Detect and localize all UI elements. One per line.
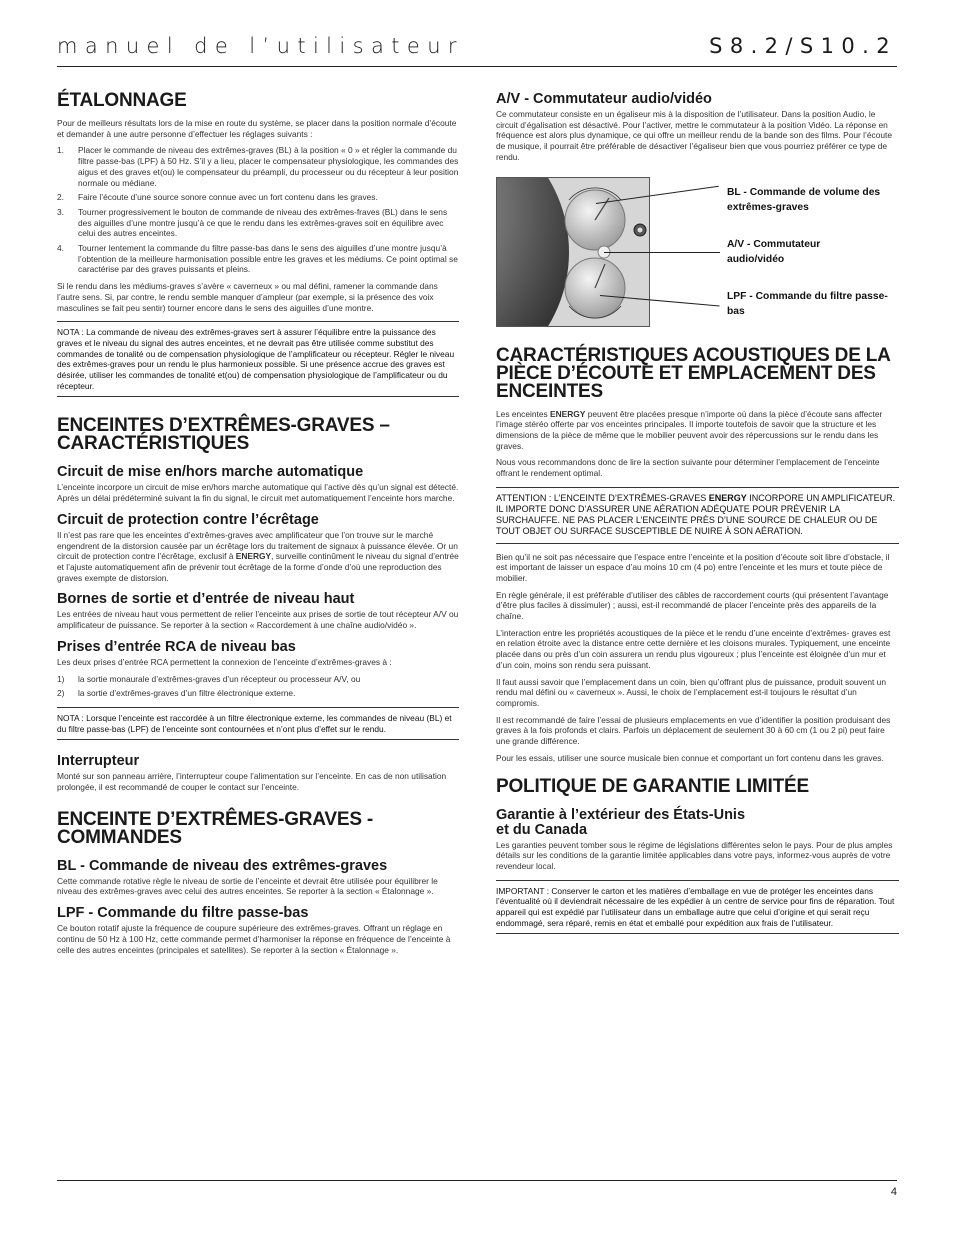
acoustique-paragraph-4: En règle générale, il est préférable d’utiliser des câbles de raccordement courts (qui présentent l’avantage d’être plus faciles à dissimuler) ; aussi, est-il recommandé de placer l’enceinte près des appareils de la chaîne. — [496, 589, 889, 622]
list-item: 4. Tourner lentement la commande du filtre passe-bas dans le sens des aiguilles d’une montre jusqu’à l’obtention de la meilleure harmonisation possible entre les graves et les médiums. Ce point optimal se caractérise par des graves puissants et pleins. — [57, 243, 458, 275]
lpf-text: Ce bouton rotatif ajuste la fréquence de coupure supérieure des extrêmes-graves. Offrant un réglage en continu de 50 Hz à 100 Hz, cette commande permet d’harmoniser la réponse en fréquence de l’enceinte à celle des autres enceintes (principales et satellites). Se reporter à la section « Étalonnage ». — [57, 923, 451, 955]
bl-text: Cette commande rotative règle le niveau de sortie de l’enceinte et devrait être utilisée pour équilibrer le niveau des extrêmes-graves avec celui des autres enceintes. Se reporter à la section « Étalonnage ». — [57, 875, 438, 897]
page-header — [57, 32, 897, 67]
garantie-text: Les garanties peuvent tomber sous le régime de législations différentes selon le pays. Pour de plus amples détails sur les conditions de la garantie limitée applicables dans votre pays, informez-vous auprès de votre revendeur local. — [496, 839, 893, 871]
clipping-title: Circuit de protection contre l’écrêtage — [57, 511, 319, 528]
brand-name: ENERGY — [235, 551, 272, 562]
auto-onoff-title: Circuit de mise en/hors marche automatique — [57, 464, 364, 481]
brand-name: ENERGY — [708, 492, 747, 503]
caracteristiques-title: ENCEINTES D’EXTRÊMES-GRAVES – CARACTÉRISTIQUES — [57, 415, 390, 455]
list-item: 2. Faire l’écoute d’une source sonore connue avec un fort contenu dans les graves. — [57, 192, 378, 203]
av-text: Ce commutateur consiste en un égaliseur mis à la disposition de l’utilisateur. Dans la position Audio, le circuit d’égalisation est désactivé. Pour l’activer, mettre le commutateur à la position Vidéo. La réponse en fréquence est alors plus dynamique, ce qui offre un meilleur rendu de la bande son des films. Pour l’écoute de musique, il pourrait être préférable de désactiver l’égaliseur bien que vous pourriez préférer ce type de rendu. — [496, 109, 893, 162]
etalonnage-title: ÉTALONNAGE — [57, 90, 187, 111]
rca-text: Les deux prises d’entrée RCA permettent la connexion de l’enceinte d’extrêmes-graves à : — [57, 656, 392, 667]
lpf-title: LPF - Commande du filtre passe-bas — [57, 905, 309, 922]
acoustique-title: CARACTÉRISTIQUES ACOUSTIQUES DE LA PIÈCE D’ÉCOUTE ET EMPLACEMENT DES ENCEINTES — [496, 344, 890, 402]
acoustique-paragraph-7: Il est recommandé de faire l’essai de plusieurs emplacements en vue d’identifier la position produisant des graves à la fois profonds et clairs. Parfois un déplacement de seulement 30 à 60 cm (1 ou 2 pi) peut faire une grande différence. — [496, 714, 891, 747]
list-item: 3. Tourner progressivement le bouton de commande de niveau des extrêmes-fraves (BL) dans le sens des aiguilles d’une montre jusqu’à ce que le rendu dans les extrêmes-graves soit en équilibre avec celui des autres enceintes. — [57, 206, 448, 239]
interrupteur-text: Monté sur son panneau arrière, l’interrupteur coupe l’alimentation sur l’enceinte. En cas de non utilisation prolongée, il est recommandé de couper le contact sur l’enceinte. — [57, 771, 447, 793]
commandes-title: ENCEINTE D’EXTRÊMES-GRAVES - COMMANDES — [57, 808, 374, 848]
important-note — [496, 880, 899, 935]
brand-name: ENERGY — [550, 408, 586, 419]
av-title: A/V - Commutateur audio/vidéo — [496, 91, 712, 107]
etalonnage-note — [57, 321, 459, 397]
attention-text: ATTENTION : L’ENCEINTE D’EXTRÊMES-GRAVES ENERGY INCORPORE UN AMPLIFICATEUR. IL IMPORTE DONC D’ASSURER UNE AÉRATION ADÉQUATE POUR PRÉVENIR LA SURCHAUFFE. NE PAS PLACER L’ENCEINTE PRÈS D’UNE SOURCE DE CHALEUR OU DE TOUT OBJET OU SURFACE SUSCEPTIBLE DE NUIRE À SON AÉRATION. — [496, 492, 896, 537]
list-item: 1) la sortie monaurale d’extrêmes-graves d’un récepteur ou processeur A/V, ou — [57, 673, 361, 684]
section-garantie — [496, 775, 899, 935]
acoustique-paragraph-3: Bien qu’il ne soit pas nécessaire que l’espace entre l’enceinte et la position d’écoute soit libre d’obstacle, il est important de laisser un espace d’au moins 10 cm (4 po) entre l’enceinte et les murs et toute pièce de mobilier. — [496, 551, 890, 583]
etalonnage-intro: Pour de meilleurs résultats lors de la mise en route du système, se placer dans la position normale d’écoute et demander à une autre personne d’effectuer les réglages suivants : — [57, 118, 457, 139]
high-level-text: Les entrées de niveau haut vous permettent de relier l’enceinte aux prises de sortie de tout récepteur A/V ou amplificateur de puissance. Se reporter à la section « Raccordement à une chaîne audio/vidéo ». — [57, 609, 459, 631]
important-text: IMPORTANT : Conserver le carton et les matières d’emballage en vue de protéger les enceintes dans l’éventualité où il deviendrait nécessaire de les expédier à un centre de service pour fins de réparation. Tout appareil qui est expédié par l’utilisateur dans un emballage autre que celui d’origine et qui serait reçu endommagé, sera réparé, remis en état et emballé pour expédition aux frais de l’utilisateur. — [496, 885, 895, 928]
acoustique-paragraph-8: Pour les essais, utiliser une source musicale bien connue et comportant un fort contenu dans les graves. — [496, 752, 884, 763]
clipping-text: Il n’est pas rare que les enceintes d’extrêmes-graves avec amplificateur que l’on trouve sur le marché engendrent de la distorsion causée par un écrêtage lors du traitement de signaux à puissance élevée. Or un circuit de protection contre l’écrêtage, exclusif à ENERGY, surveille continûment le niveau du signal d’entrée et l’ajuste automatiquement afin de prévenir tout écrêtage de la forme d’onde d’où une reproduction des graves exempte de distorsion. — [57, 529, 459, 583]
enclosure-shape — [497, 178, 569, 326]
attention-note — [496, 487, 899, 544]
section-commandes — [57, 808, 459, 956]
acoustique-paragraph-1: Les enceintes ENERGY peuvent être placées presque n’importe où dans la pièce d’écoute sans affecter l’image stéréo offerte par vos enceintes principales. Il importe toutefois de savoir que la structure et les dimensions de la pièce de même que le mobilier peuvent avoir des répercussions sur le rendu dans les graves. — [496, 408, 883, 451]
left-column — [57, 92, 459, 961]
acoustique-paragraph-2: Nous vous recommandons donc de lire la section suivante pour déterminer l’emplacement de l’enceinte offrant le rendement optimal. — [496, 457, 880, 479]
lpf-caption: LPF - Commande du filtre passe-bas — [727, 290, 888, 317]
high-level-title: Bornes de sortie et d’entrée de niveau haut — [57, 591, 355, 608]
acoustique-paragraph-5: L’interaction entre les propriétés acoustiques de la pièce et le rendu d’une enceinte d’extrêmes- graves est en relation étroite avec la distance entre cette dernière et les cloisons murales. Typiquement, une enceinte placée dans ou près d’un coin assurera un rendu plus vigoureux ; plus l’enceinte est éloignée d’un mur et d’un coin, moins son rendu sera puissant. — [496, 627, 891, 670]
section-etalonnage — [57, 92, 459, 397]
list-item: 2) la sortie d’extrêmes-graves d’un filtre électronique externe. — [57, 688, 296, 699]
control-panel-figure — [496, 177, 899, 327]
rca-list — [57, 674, 459, 699]
bl-title: BL - Commande de niveau des extrêmes-graves — [57, 857, 388, 874]
garantie-subtitle: Garantie à l’extérieur des États-Unis et du Canada — [496, 806, 746, 838]
section-caracteristiques — [57, 417, 459, 792]
av-caption: A/V - Commutateur audio/vidéo — [727, 238, 821, 265]
note-text: NOTA : Lorsque l’enceinte est raccordée à un filtre électronique externe, les commandes de niveau (BL) et du filtre passe-bas (LPF) de l’enceinte sont contournées et n’ont plus d’effet sur le rendu. — [57, 712, 452, 734]
auto-onoff-text: L’enceinte incorpore un circuit de mise en/hors marche automatique qui l’active dès qu’un signal est détecté. Après un délai prédéterminé suivant la fin du signal, le circuit met automatiquement l’enceinte hors marche. — [57, 482, 459, 504]
right-column — [496, 92, 899, 934]
rca-title: Prises d’entrée RCA de niveau bas — [57, 638, 296, 655]
bl-caption: BL - Commande de volume des extrêmes-graves — [727, 186, 881, 213]
page-number: 4 — [890, 1186, 897, 1198]
header-model-name: S8.2/S10.2 — [709, 34, 897, 58]
rca-note — [57, 707, 459, 740]
acoustique-paragraph-6: Il faut aussi savoir que l’emplacement dans un coin, bien qu’offrant plus de puissance, produit souvent un rendu mal défini ou « caverneux ». Aussi, le choix de l’emplacement est-il toujours le résultat d’un compromis. — [496, 676, 886, 708]
section-av-switch — [496, 92, 899, 163]
etalonnage-paragraph: Si le rendu dans les médiums-graves s’avère « caverneux » ou mal défini, ramener la commande dans l’autre sens. Si, par contre, le rendu semble manquer d’ampleur (par exemple, si la présence des voix masculines se fait peu sentir) tourner encore dans le sens des aiguilles d’une montre. — [57, 281, 438, 313]
av-leader-line — [604, 252, 720, 253]
garantie-title: POLITIQUE DE GARANTIE LIMITÉE — [496, 775, 809, 797]
etalonnage-steps — [57, 145, 459, 275]
note-text: NOTA : La commande de niveau des extrêmes-graves sert à assurer l’équilibre entre la puissance des graves et le niveau du signal des autres enceintes, et ne devrait pas être utilisée comme substitut des commandes de tonalité ou de compensation physiologique de l’amplificateur ou récepteur. Régler le niveau des extrêmes-graves pour un rendu le plus harmonieux possible. Si une présence accrue des graves est désirée, utiliser les commandes de tonalité et(ou) de compensation physiologique de l’amplificateur ou du récepteur. — [57, 327, 455, 391]
header-manual-title: manuel de l’utilisateur — [57, 34, 464, 58]
list-item: 1. Placer le commande de niveau des extrêmes-graves (BL) à la position « 0 » et régler la commande du filtre passe-bas (LPF) à 50 Hz. S’il y a lieu, placer le compensateur physiologique, les commandes des aigus et des graves et(ou) le compensateur du préampli, du processeur ou du récepteur à leur position normale ou médiane. — [57, 145, 459, 188]
section-acoustique — [496, 344, 899, 764]
interrupteur-title: Interrupteur — [57, 753, 140, 770]
page-footer — [57, 1180, 897, 1198]
